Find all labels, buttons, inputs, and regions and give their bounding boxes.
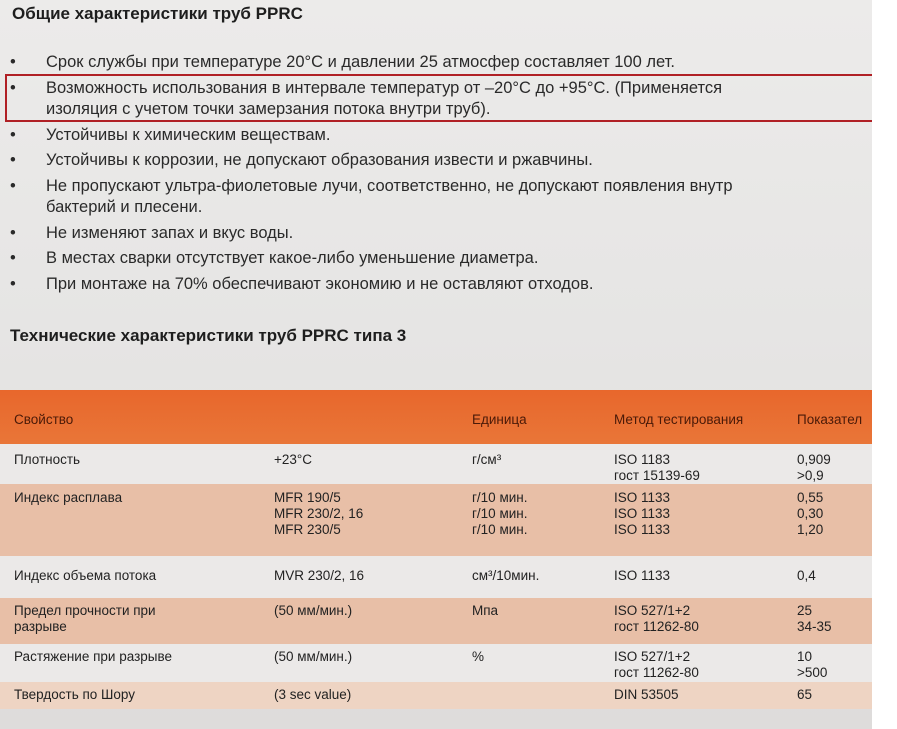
table-header <box>0 390 872 444</box>
table-row <box>0 444 872 484</box>
condition-cell: MVR 230/2, 16 <box>274 568 365 583</box>
method-cell: DIN 53505 <box>614 687 679 702</box>
table-row <box>0 484 872 556</box>
property-cell: Растяжение при разрыве <box>14 649 173 664</box>
condition-cell: MFR 190/5 MFR 230/2, 16 MFR 230/5 <box>274 490 364 537</box>
method-cell: ISO 1133 ISO 1133 ISO 1133 <box>614 490 671 537</box>
header-value: Показател <box>797 412 863 427</box>
value-cell: 25 34-35 <box>797 603 832 634</box>
bullet-item <box>0 176 872 219</box>
unit-cell: см³/10мин. <box>472 568 540 583</box>
condition-cell: (50 мм/мин.) <box>274 603 353 618</box>
value-cell: 10 >500 <box>797 649 828 680</box>
value-cell: 65 <box>797 687 813 702</box>
bullet-text: бактерий и плесени. <box>46 198 203 216</box>
header-property: Свойство <box>14 412 74 427</box>
property-cell: Индекс объема потока <box>14 568 157 583</box>
method-cell: ISO 527/1+2 гост 11262-80 <box>614 649 699 680</box>
bullet-text: В местах сварки отсутствует какое-либо уменьшение диаметра. <box>46 249 539 267</box>
bullet-item <box>0 150 872 172</box>
value-cell: 0,909 >0,9 <box>797 452 831 483</box>
spec-table <box>0 390 872 709</box>
header-method: Метод тестирования <box>614 412 744 427</box>
property-cell: Твердость по Шору <box>14 687 136 702</box>
bullet-text: При монтаже на 70% обеспечивают экономию и не оставляют отходов. <box>46 274 594 293</box>
table-row <box>0 556 872 598</box>
unit-cell: г/10 мин. г/10 мин. г/10 мин. <box>472 490 528 537</box>
method-cell: ISO 1133 <box>614 568 671 583</box>
bullet-text: Возможность использования в интервале температур от –20°C до +95°C. (Применяется <box>46 78 723 97</box>
heading-general: Общие характеристики труб PPRC <box>12 4 303 23</box>
bullet-item <box>0 274 872 296</box>
method-cell: ISO 527/1+2 гост 11262-80 <box>614 603 699 634</box>
bullet-dot: • <box>10 151 16 169</box>
bullet-dot: • <box>10 223 16 242</box>
property-cell: Индекс расплава <box>14 490 123 505</box>
unit-cell: г/см³ <box>472 452 502 467</box>
page-margin <box>872 0 897 729</box>
method-cell: ISO 1183 гост 15139-69 <box>614 452 700 483</box>
bullet-text: Не пропускают ультра-фиолетовые лучи, соответственно, не допускают появления внутр <box>46 176 733 195</box>
bullet-dot: • <box>10 125 16 144</box>
bullet-dot: • <box>10 274 16 293</box>
property-cell: Предел прочности при разрыве <box>14 603 156 634</box>
bullet-text: Не изменяют запах и вкус воды. <box>46 223 294 242</box>
highlight-box <box>5 74 872 122</box>
bullet-dot: • <box>10 249 16 267</box>
condition-cell: (3 sec value) <box>274 687 352 702</box>
bullet-item <box>0 223 872 245</box>
unit-cell: Мпа <box>472 603 499 618</box>
condition-cell: +23°C <box>274 452 313 467</box>
condition-cell: (50 мм/мин.) <box>274 649 353 664</box>
value-cell: 0,4 <box>797 568 816 583</box>
bullet-text: Срок службы при температуре 20°C и давлении 25 атмосфер составляет 100 лет. <box>46 53 675 71</box>
table-row <box>0 644 872 682</box>
bullet-text: изоляция с учетом точки замерзания потока внутри труб). <box>46 100 491 118</box>
heading-tech: Технические характеристики труб PPRC типа 3 <box>10 326 407 345</box>
property-cell: Плотность <box>14 452 81 467</box>
bullet-text: Устойчивы к химическим веществам. <box>46 125 331 144</box>
bullet-item <box>0 52 872 74</box>
bullet-dot: • <box>10 78 16 97</box>
bullet-text: Устойчивы к коррозии, не допускают образования извести и ржавчины. <box>46 151 593 169</box>
header-unit: Единица <box>472 412 527 427</box>
bullet-dot: • <box>10 176 16 195</box>
table-row <box>0 682 872 709</box>
unit-cell: % <box>472 649 485 664</box>
bullet-item <box>0 248 872 270</box>
table-row <box>0 598 872 644</box>
value-cell: 0,55 0,30 1,20 <box>797 490 824 537</box>
bullet-dot: • <box>10 53 16 71</box>
bullet-item <box>0 125 872 147</box>
